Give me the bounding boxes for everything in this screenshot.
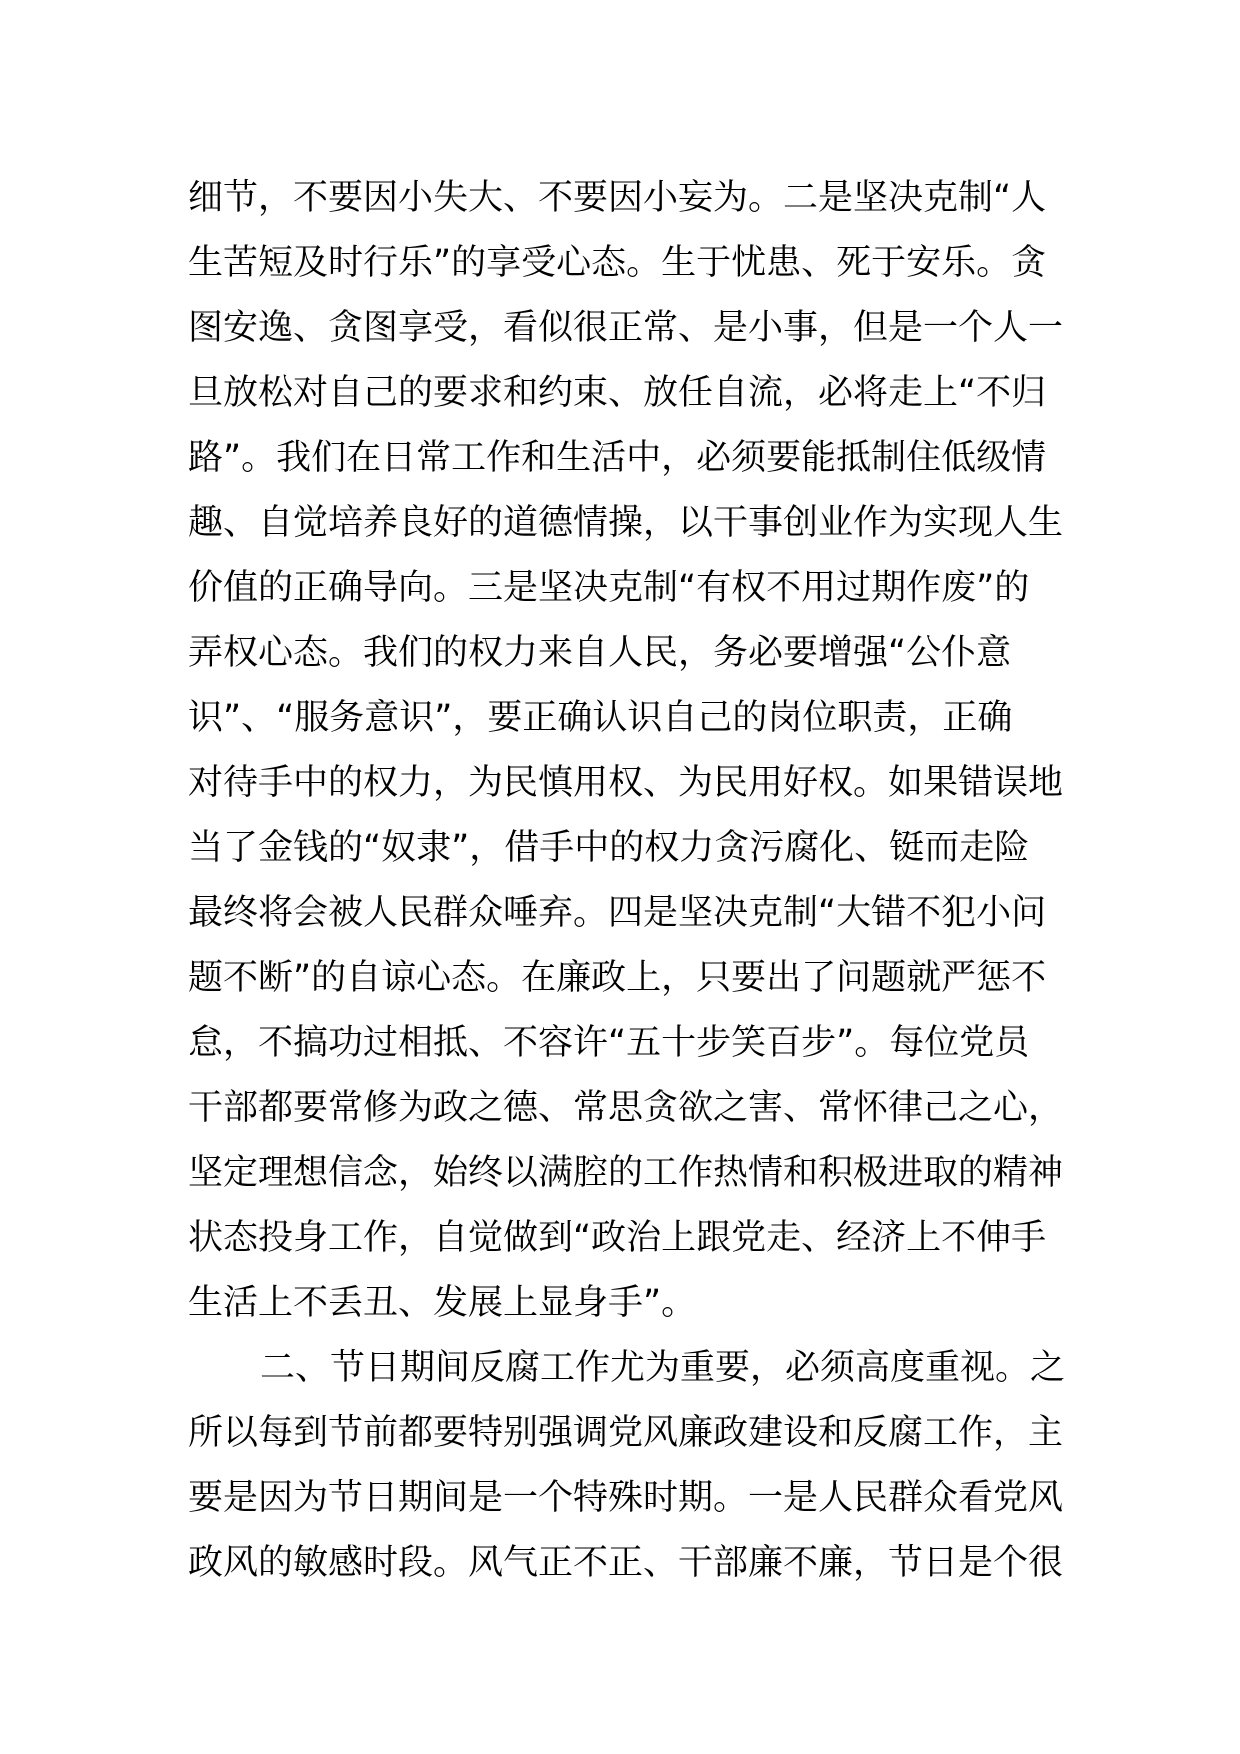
text-line: 要是因为节日期间是一个特殊时期。一是人民群众看党风 (188, 1478, 1064, 1518)
paragraph-start-line: 二、节日期间反腐工作尤为重要，必须高度重视。之 (260, 1348, 1066, 1388)
text-line: 生活上不丢丑、发展上显身手”。 (188, 1283, 697, 1323)
text-line: 政风的敏感时段。风气正不正、干部廉不廉，节日是个很 (188, 1543, 1064, 1583)
text-line: 旦放松对自己的要求和约束、放任自流，必将走上“不归 (188, 373, 1047, 413)
text-line: 路”。我们在日常工作和生活中，必须要能抵制住低级情 (188, 438, 1047, 478)
text-line: 细节，不要因小失大、不要因小妄为。二是坚决克制“人 (188, 178, 1047, 218)
text-line: 趣、自觉培养良好的道德情操，以干事创业作为实现人生 (188, 503, 1064, 543)
text-line: 状态投身工作，自觉做到“政治上跟党走、经济上不伸手 (188, 1218, 1047, 1258)
text-line: 生苦短及时行乐”的享受心态。生于忧患、死于安乐。贪 (188, 243, 1047, 283)
text-line: 最终将会被人民群众唾弃。四是坚决克制“大错不犯小问 (188, 893, 1047, 933)
text-line: 价值的正确导向。三是坚决克制“有权不用过期作废”的 (188, 568, 1030, 608)
text-line: 所以每到节前都要特别强调党风廉政建设和反腐工作，主 (188, 1413, 1064, 1453)
text-line: 对待手中的权力，为民慎用权、为民用好权。如果错误地 (188, 763, 1064, 803)
text-line: 题不断”的自谅心态。在廉政上，只要出了问题就严惩不 (188, 958, 1047, 998)
text-line: 弄权心态。我们的权力来自人民，务必要增强“公仆意 (188, 633, 1012, 673)
text-line: 当了金钱的“奴隶”，借手中的权力贪污腐化、铤而走险 (188, 828, 1030, 868)
text-line: 干部都要常修为政之德、常思贪欲之害、常怀律己之心， (188, 1088, 1064, 1128)
text-line: 图安逸、贪图享受，看似很正常、是小事，但是一个人一 (188, 308, 1064, 348)
text-line: 识”、“服务意识”，要正确认识自己的岗位职责，正确 (188, 698, 1013, 738)
text-line: 坚定理想信念，始终以满腔的工作热情和积极进取的精神 (188, 1153, 1064, 1193)
text-line: 怠，不搞功过相抵、不容许“五十步笑百步”。每位党员 (188, 1023, 1030, 1063)
body-text (188, 166, 1068, 1596)
